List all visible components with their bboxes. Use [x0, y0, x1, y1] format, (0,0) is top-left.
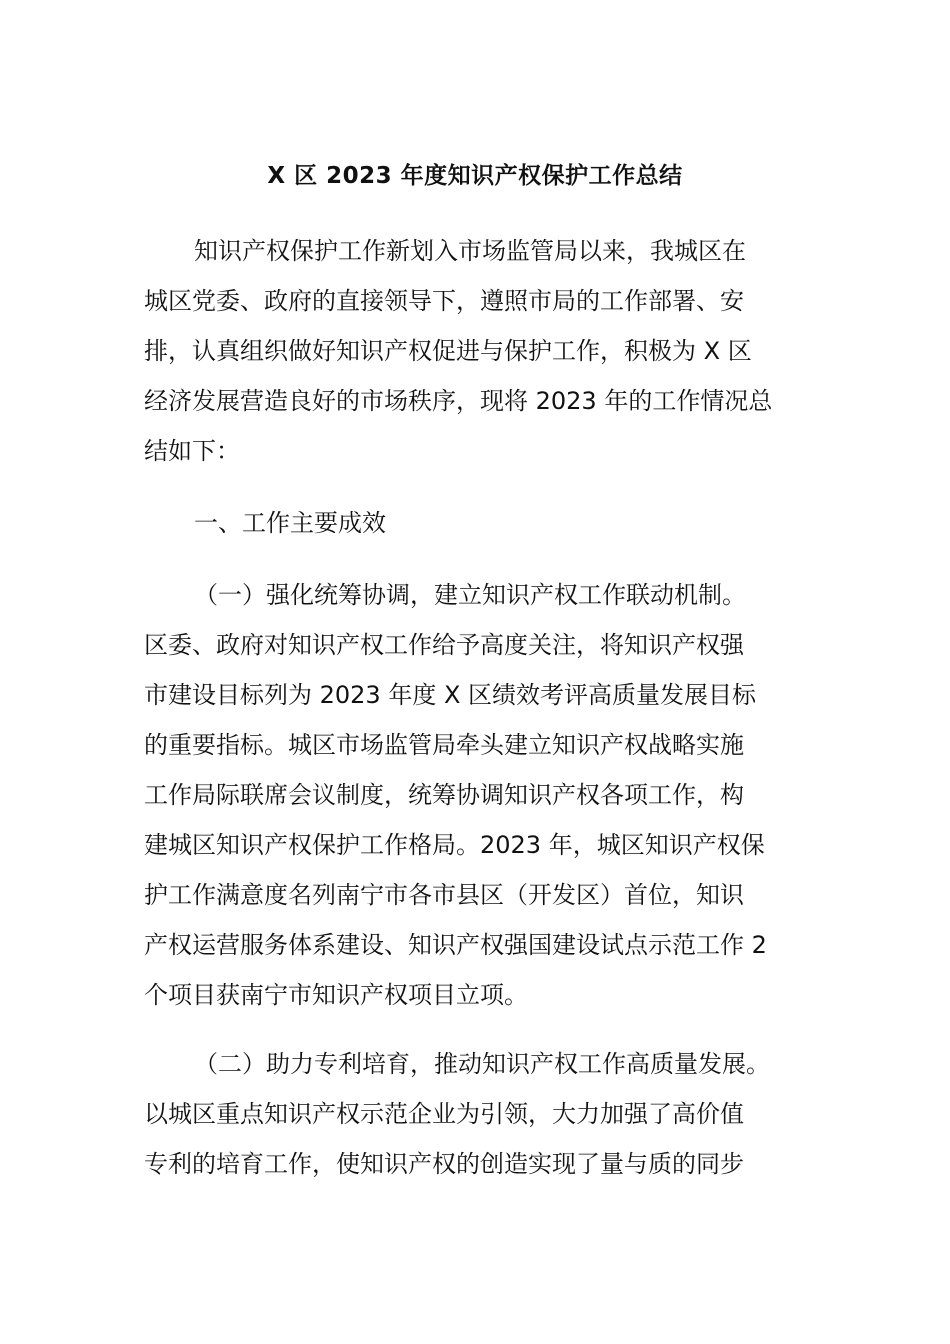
paragraph-line: 建城区知识产权保护工作格局。2023 年，城区知识产权保 [144, 831, 765, 859]
paragraph-line: 排，认真组织做好知识产权促进与保护工作，积极为 X 区 [144, 337, 752, 365]
paragraph-line: 经济发展营造良好的市场秩序，现将 2023 年的工作情况总 [144, 387, 773, 415]
paragraph-line: 专利的培育工作，使知识产权的创造实现了量与质的同步 [144, 1150, 744, 1178]
document-title: X 区 2023 年度知识产权保护工作总结 [267, 163, 683, 189]
paragraph-line: 个项目获南宁市知识产权项目立项。 [144, 981, 528, 1009]
subsection-heading: （二）助力专利培育，推动知识产权工作高质量发展。 [194, 1050, 770, 1078]
paragraph-line: 工作局际联席会议制度，统筹协调知识产权各项工作，构 [144, 781, 744, 809]
paragraph-line: 产权运营服务体系建设、知识产权强国建设试点示范工作 2 [144, 931, 767, 959]
section-heading: 一、工作主要成效 [194, 509, 386, 537]
subsection-heading: （一）强化统筹协调，建立知识产权工作联动机制。 [194, 581, 746, 609]
paragraph-line: 的重要指标。城区市场监管局牵头建立知识产权战略实施 [144, 731, 744, 759]
paragraph-line: 以城区重点知识产权示范企业为引领，大力加强了高价值 [144, 1100, 744, 1128]
paragraph-line: 市建设目标列为 2023 年度 X 区绩效考评高质量发展目标 [144, 681, 757, 709]
paragraph-line: 知识产权保护工作新划入市场监管局以来，我城区在 [194, 237, 746, 265]
paragraph-line: 结如下： [144, 437, 240, 465]
paragraph-line: 护工作满意度名列南宁市各市县区（开发区）首位，知识 [144, 881, 744, 909]
paragraph-line: 城区党委、政府的直接领导下，遵照市局的工作部署、安 [144, 287, 744, 315]
paragraph-line: 区委、政府对知识产权工作给予高度关注，将知识产权强 [144, 631, 744, 659]
